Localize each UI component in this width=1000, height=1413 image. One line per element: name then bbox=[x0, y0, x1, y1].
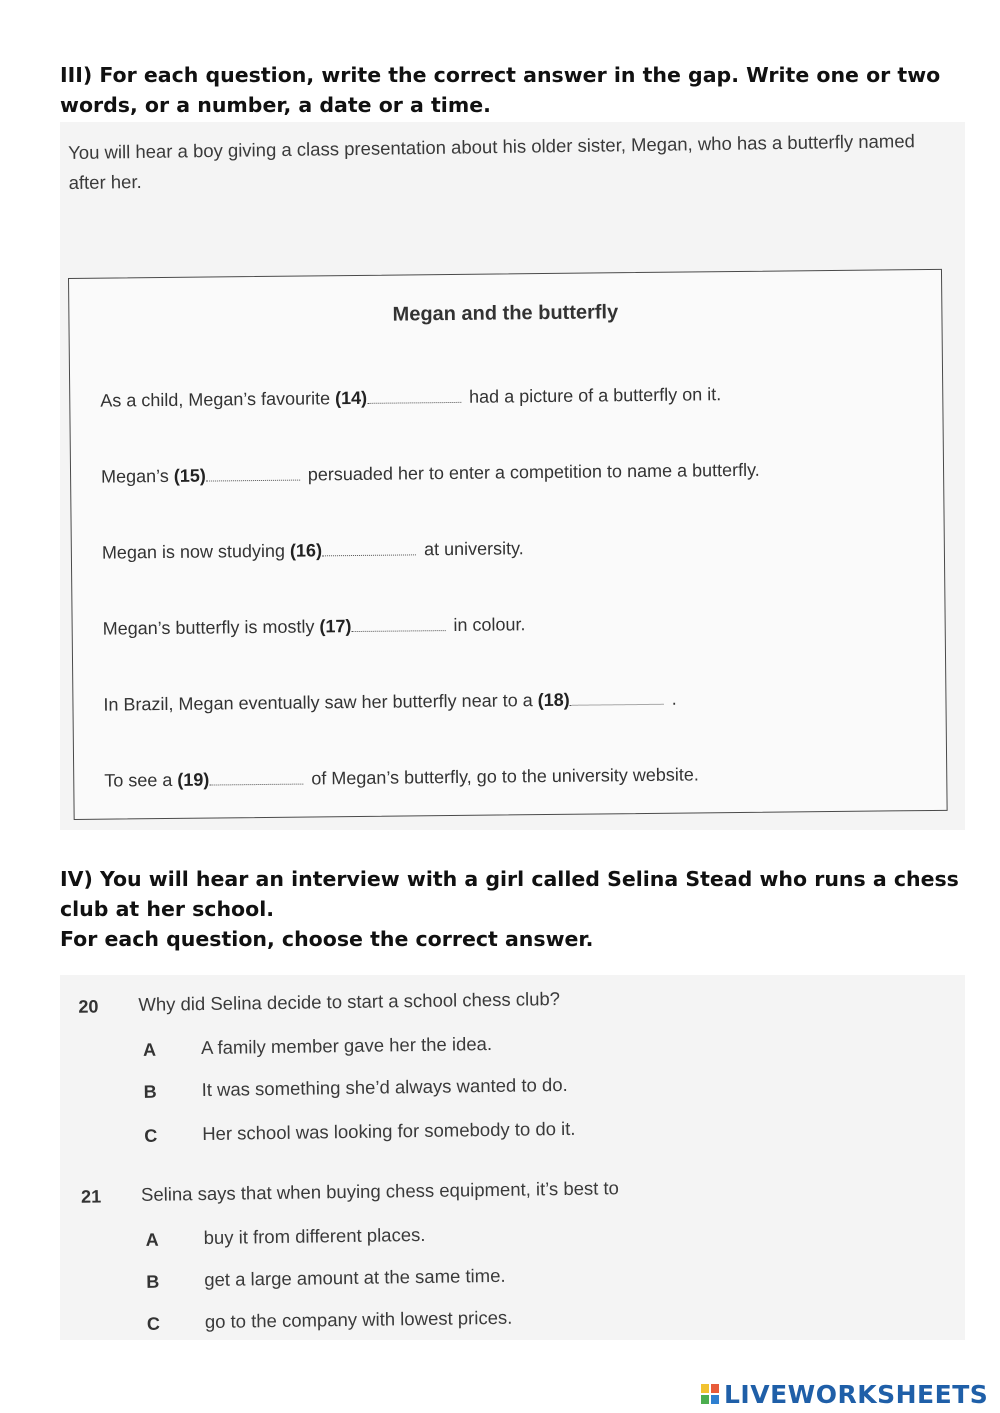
gap-text-after: in colour. bbox=[453, 614, 526, 635]
gap-text-before: Megan is now studying bbox=[101, 540, 286, 563]
scanned-exercise-gap-fill bbox=[60, 122, 965, 830]
brand-name: LIVEWORKSHEETS bbox=[724, 1379, 989, 1409]
option-text[interactable]: A family member gave her the idea. bbox=[200, 1032, 493, 1059]
gap-text-before: Megan’s butterfly is mostly bbox=[102, 616, 315, 639]
gap-text-after: persuaded her to enter a competition to name a butterfly. bbox=[307, 459, 760, 485]
answer-gap-16[interactable] bbox=[322, 540, 416, 556]
option-letter[interactable]: B bbox=[143, 1081, 157, 1102]
question-list bbox=[60, 962, 970, 1340]
section-4-instruction: For each question, choose the correct answer. bbox=[60, 927, 594, 951]
answer-gap-17[interactable] bbox=[351, 616, 445, 632]
gap-number: (15) bbox=[173, 465, 206, 486]
option-letter[interactable]: B bbox=[146, 1271, 160, 1292]
option-text[interactable]: Her school was looking for somebody to do it. bbox=[202, 1117, 576, 1145]
gap-text-before: To see a bbox=[104, 769, 173, 791]
answer-gap-19[interactable] bbox=[209, 770, 303, 786]
gap-item-15 bbox=[101, 460, 760, 488]
answer-gap-15[interactable] bbox=[206, 466, 300, 482]
answer-gap-18[interactable] bbox=[570, 690, 664, 706]
option-letter[interactable]: A bbox=[142, 1039, 157, 1060]
gap-item-16 bbox=[102, 538, 524, 563]
gap-number: (19) bbox=[177, 769, 210, 790]
gap-text-before: Megan’s bbox=[100, 465, 169, 487]
option-text[interactable]: get a large amount at the same time. bbox=[204, 1264, 506, 1291]
option-letter[interactable]: C bbox=[144, 1125, 158, 1146]
section-3-heading: III) For each question, write the correct answer in the gap. Write one or two words, or a number, a date or a time. bbox=[60, 63, 941, 117]
section-4-heading: IV) You will hear an interview with a girl called Selina Stead who runs a chess club at her school. bbox=[60, 867, 959, 921]
option-letter[interactable]: A bbox=[145, 1229, 159, 1250]
gap-number: (16) bbox=[289, 540, 323, 561]
gap-text-after: had a picture of a butterfly on it. bbox=[468, 384, 722, 407]
listening-intro: You will hear a boy giving a class presentation about his older sister, Megan, who has a butterfly named after her. bbox=[68, 130, 915, 193]
option-text[interactable]: buy it from different places. bbox=[203, 1223, 426, 1249]
question-text: Why did Selina decide to start a school chess club? bbox=[138, 988, 561, 1015]
gap-text-before: In Brazil, Megan eventually saw her butterfly near to a bbox=[103, 690, 533, 715]
question-text: Selina says that when buying chess equipment, it’s best to bbox=[140, 1177, 620, 1205]
liveworksheets-icon bbox=[700, 1383, 720, 1405]
gap-number: (14) bbox=[334, 387, 368, 409]
gap-text-after: at university. bbox=[423, 538, 524, 560]
option-text[interactable]: It was something she’d always wanted to do. bbox=[201, 1073, 568, 1101]
scanned-exercise-multiple-choice bbox=[60, 975, 965, 1340]
gap-item-14 bbox=[100, 384, 721, 412]
question-number: 21 bbox=[80, 1186, 102, 1207]
question-number: 20 bbox=[78, 996, 99, 1017]
notes-title: Megan and the butterfly bbox=[392, 301, 619, 326]
option-text[interactable]: go to the company with lowest prices. bbox=[204, 1306, 513, 1333]
gap-text-after: of Megan’s butterfly, go to the university website. bbox=[311, 764, 699, 789]
liveworksheets-logo bbox=[700, 1378, 988, 1410]
gap-number: (17) bbox=[319, 616, 352, 637]
gap-number: (18) bbox=[537, 689, 570, 711]
answer-gap-14[interactable] bbox=[367, 388, 461, 404]
gap-item-18 bbox=[103, 689, 676, 716]
gap-text-before: As a child, Megan’s favourite bbox=[100, 388, 331, 411]
gap-item-19 bbox=[104, 764, 699, 791]
notes-box bbox=[68, 269, 948, 820]
gap-text-after: . bbox=[671, 688, 677, 709]
gap-item-17 bbox=[103, 614, 526, 639]
option-letter[interactable]: C bbox=[146, 1313, 161, 1334]
